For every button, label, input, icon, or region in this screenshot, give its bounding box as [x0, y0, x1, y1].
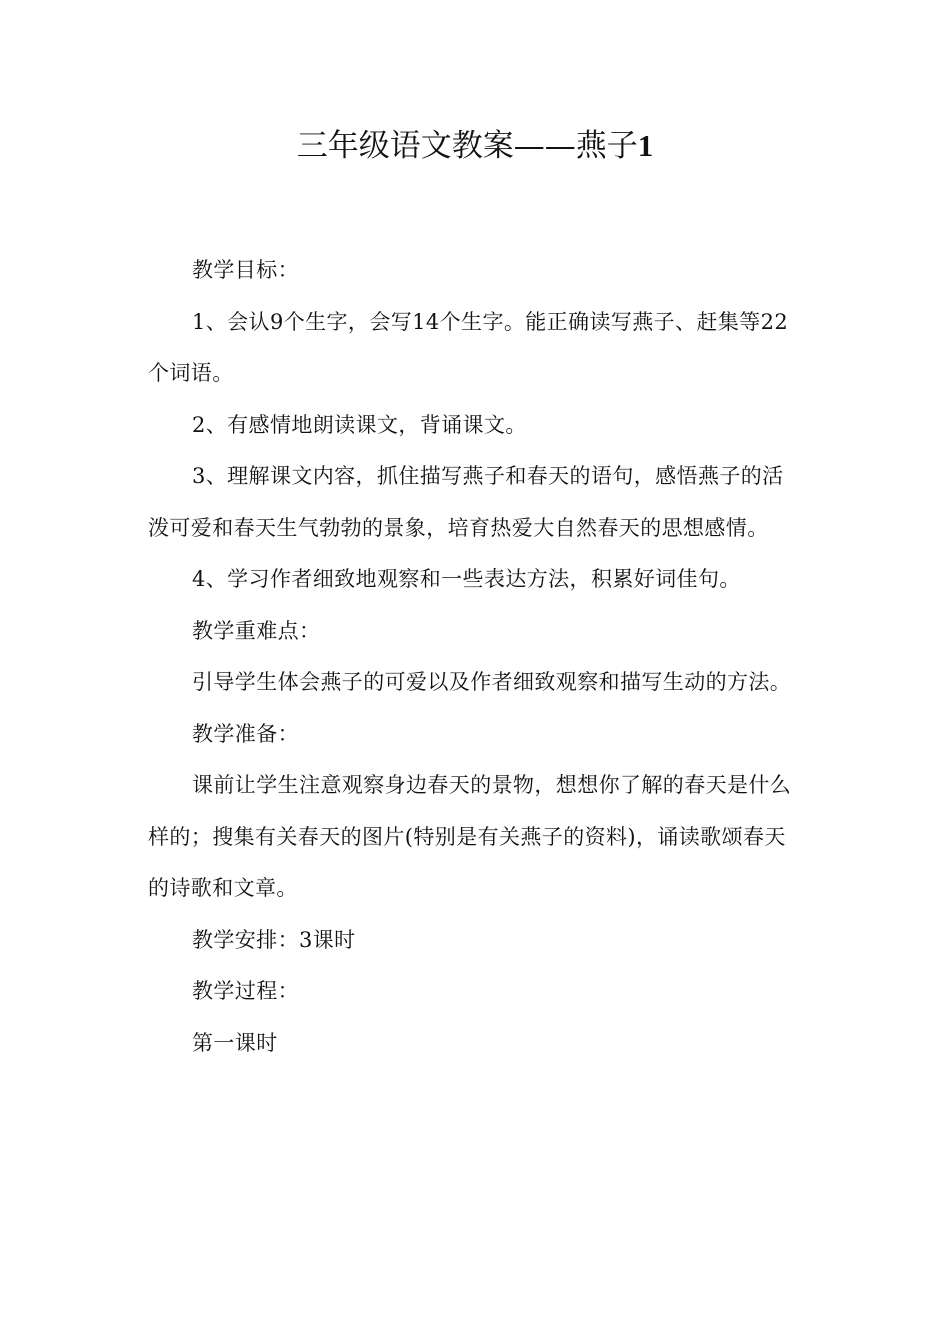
preparation-text: 课前让学生注意观察身边春天的景物，想想你了解的春天是什么样的；搜集有关春天的图片(特别是有关燕子的资料)，诵读歌颂春天的诗歌和文章。 — [148, 773, 792, 900]
section-heading-process: 教学过程： — [192, 979, 299, 1003]
document-title-text: 三年级语文教案——燕子 — [296, 128, 638, 164]
objective-item-1: 1、会认9个生字，会写14个生字。能正确读写燕子、赶集等22个词语。 — [148, 309, 789, 385]
objective-item-3: 3、理解课文内容，抓住描写燕子和春天的语句，感悟燕子的活泼可爱和春天生气勃勃的景象，培育热爱大自然春天的思想感情。 — [148, 464, 784, 540]
section-heading-objectives: 教学目标： — [192, 258, 299, 282]
schedule-text: 教学安排：3课时 — [192, 927, 356, 952]
lesson-one-heading: 第一课时 — [192, 1030, 278, 1055]
objective-item-2: 2、有感情地朗读课文，背诵课文。 — [192, 412, 527, 437]
document-body — [148, 245, 800, 1069]
document-title — [0, 124, 950, 168]
key-points-text: 引导学生体会燕子的可爱以及作者细致观察和描写生动的方法。 — [192, 670, 792, 694]
objective-item-4: 4、学习作者细致地观察和一些表达方法，积累好词佳句。 — [192, 567, 741, 591]
section-heading-preparation: 教学准备： — [192, 721, 299, 746]
section-heading-key-points: 教学重难点： — [192, 618, 321, 643]
document-title-number: 1 — [637, 128, 654, 163]
